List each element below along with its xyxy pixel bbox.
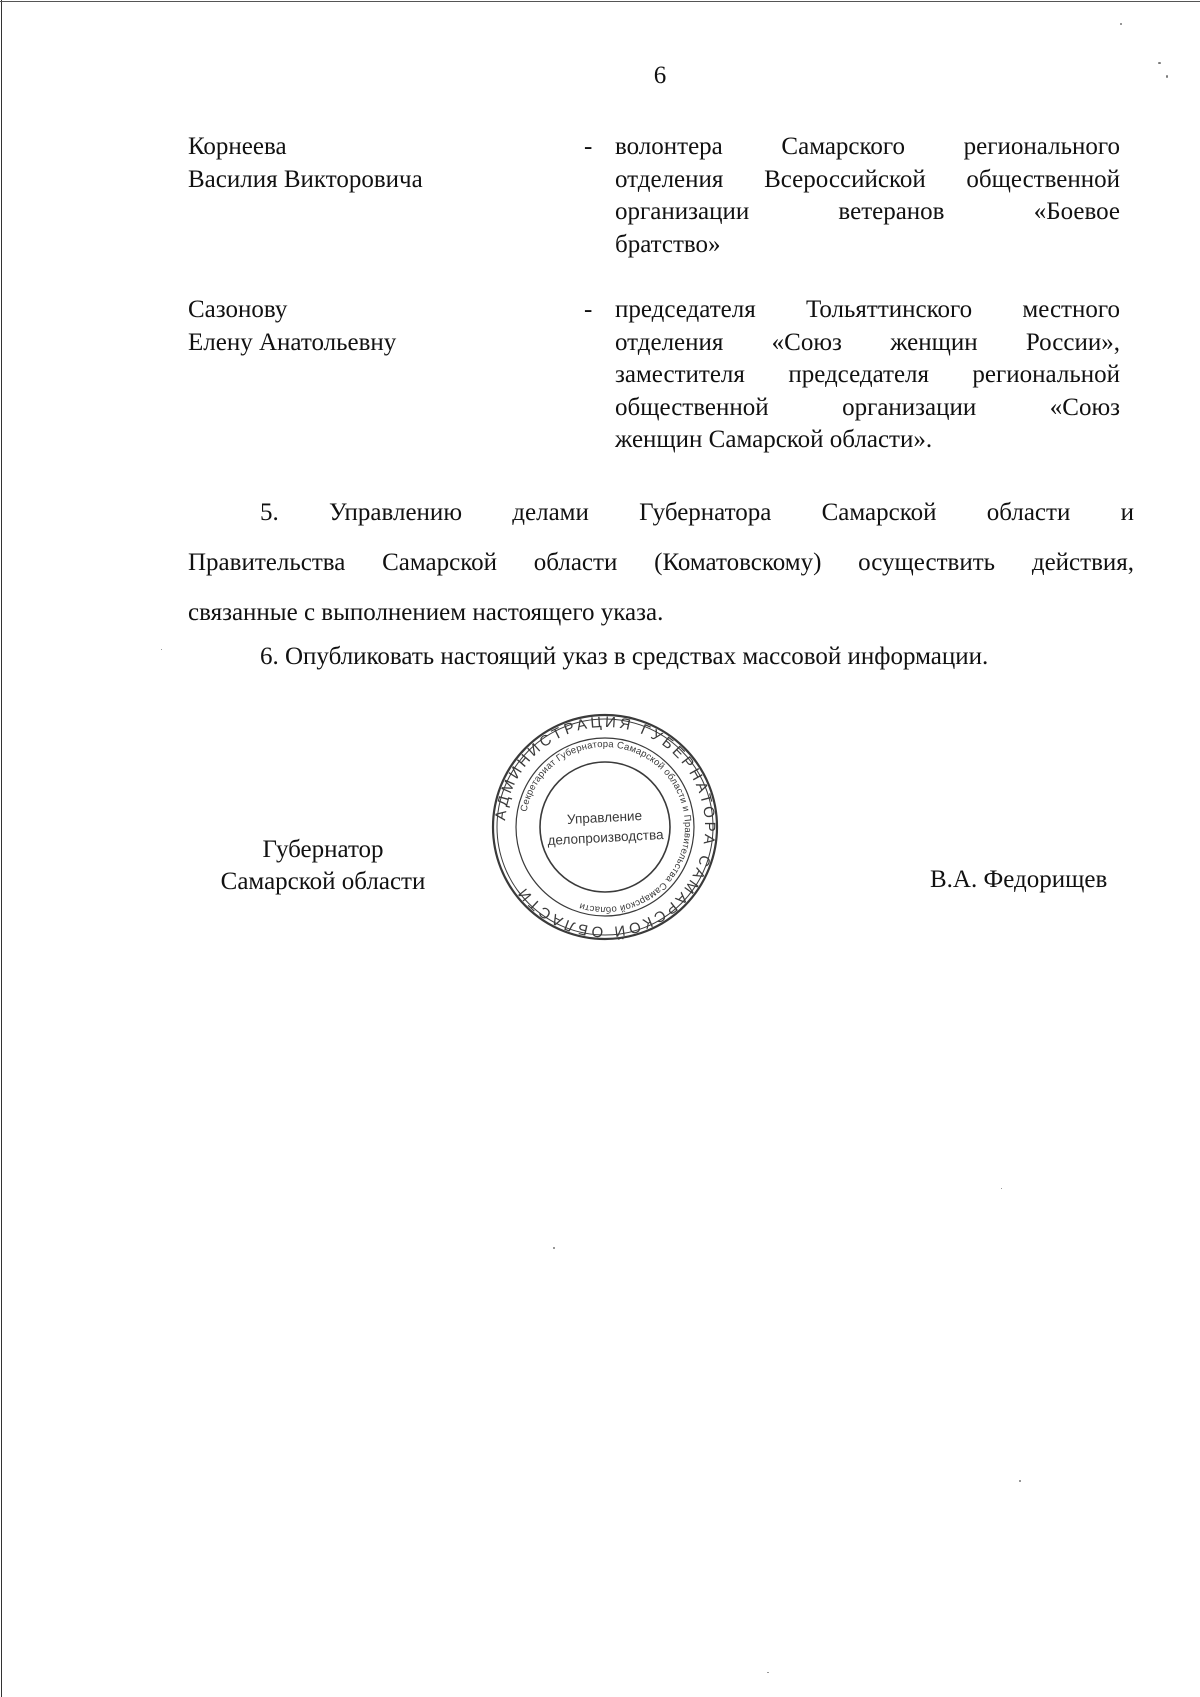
appointee-entry <box>188 131 1123 266</box>
scan-speck <box>1001 1188 1002 1189</box>
role-line: женщин Самарской области». <box>615 426 933 453</box>
role-line: волонтера Самарского регионального <box>615 133 1120 160</box>
clause-5-paragraph <box>188 488 1134 638</box>
clause-line: связанные с выполнением настоящего указа. <box>188 599 664 626</box>
scan-edge-top <box>0 1 1200 2</box>
scan-speck <box>161 649 162 650</box>
stamp-outer-text: АДМИНИСТРАЦИЯ ГУБЕРНАТОРА САМАРСКОЙ ОБЛАСТИ <box>492 713 719 941</box>
role-line: заместителя председателя региональной <box>615 361 1120 388</box>
page-number: 6 <box>653 62 667 89</box>
scan-speck <box>1120 23 1122 25</box>
scan-speck <box>553 1247 555 1249</box>
name-line: Корнеева <box>188 133 287 160</box>
appointee-name <box>188 131 548 196</box>
clause-line: Правительства Самарской области (Коматовскому) осуществить действия, <box>188 549 1134 576</box>
name-line: Елену Анатольевну <box>188 328 397 356</box>
appointee-name <box>188 294 548 359</box>
scan-speck <box>1019 1480 1021 1482</box>
signatory-title <box>203 834 443 898</box>
scan-speck <box>1158 62 1161 64</box>
role-line: отделения «Союз женщин России», <box>615 328 1120 356</box>
role-line: организации ветеранов «Боевое <box>615 198 1120 225</box>
appointee-entry <box>188 294 1123 464</box>
scan-speck <box>1166 75 1168 78</box>
stamp-center-line: Управление <box>566 808 643 827</box>
role-line: председателя Тольяттинского местного <box>615 296 1120 323</box>
separator-dash: - <box>584 296 593 323</box>
role-line: общественной организации «Союз <box>615 393 1120 421</box>
appointee-role <box>615 131 1120 261</box>
appointee-role <box>615 294 1120 457</box>
stamp-center-line: делопроизводства <box>547 826 664 849</box>
name-line: Василия Викторовича <box>188 165 423 193</box>
clause-line: 5. Управлению делами Губернатора Самарской области и <box>260 499 1134 526</box>
official-stamp <box>490 712 720 942</box>
clause-6-paragraph: 6. Опубликовать настоящий указ в средствах массовой информации. <box>260 643 989 670</box>
stamp-inner-ring-text: Секретариат Губернатора Самарской области и Правительства Самарской области <box>518 738 694 916</box>
name-line: Сазонову <box>188 296 288 323</box>
scan-edge-left <box>1 0 2 1697</box>
scan-speck <box>767 1672 769 1673</box>
signatory-title-line: Губернатор <box>262 836 384 863</box>
signer-name: В.А. Федорищев <box>930 866 1108 893</box>
role-line: братство» <box>615 230 721 258</box>
role-line: отделения Всероссийской общественной <box>615 165 1120 193</box>
separator-dash: - <box>584 133 593 160</box>
signatory-title-line: Самарской области <box>220 868 426 895</box>
